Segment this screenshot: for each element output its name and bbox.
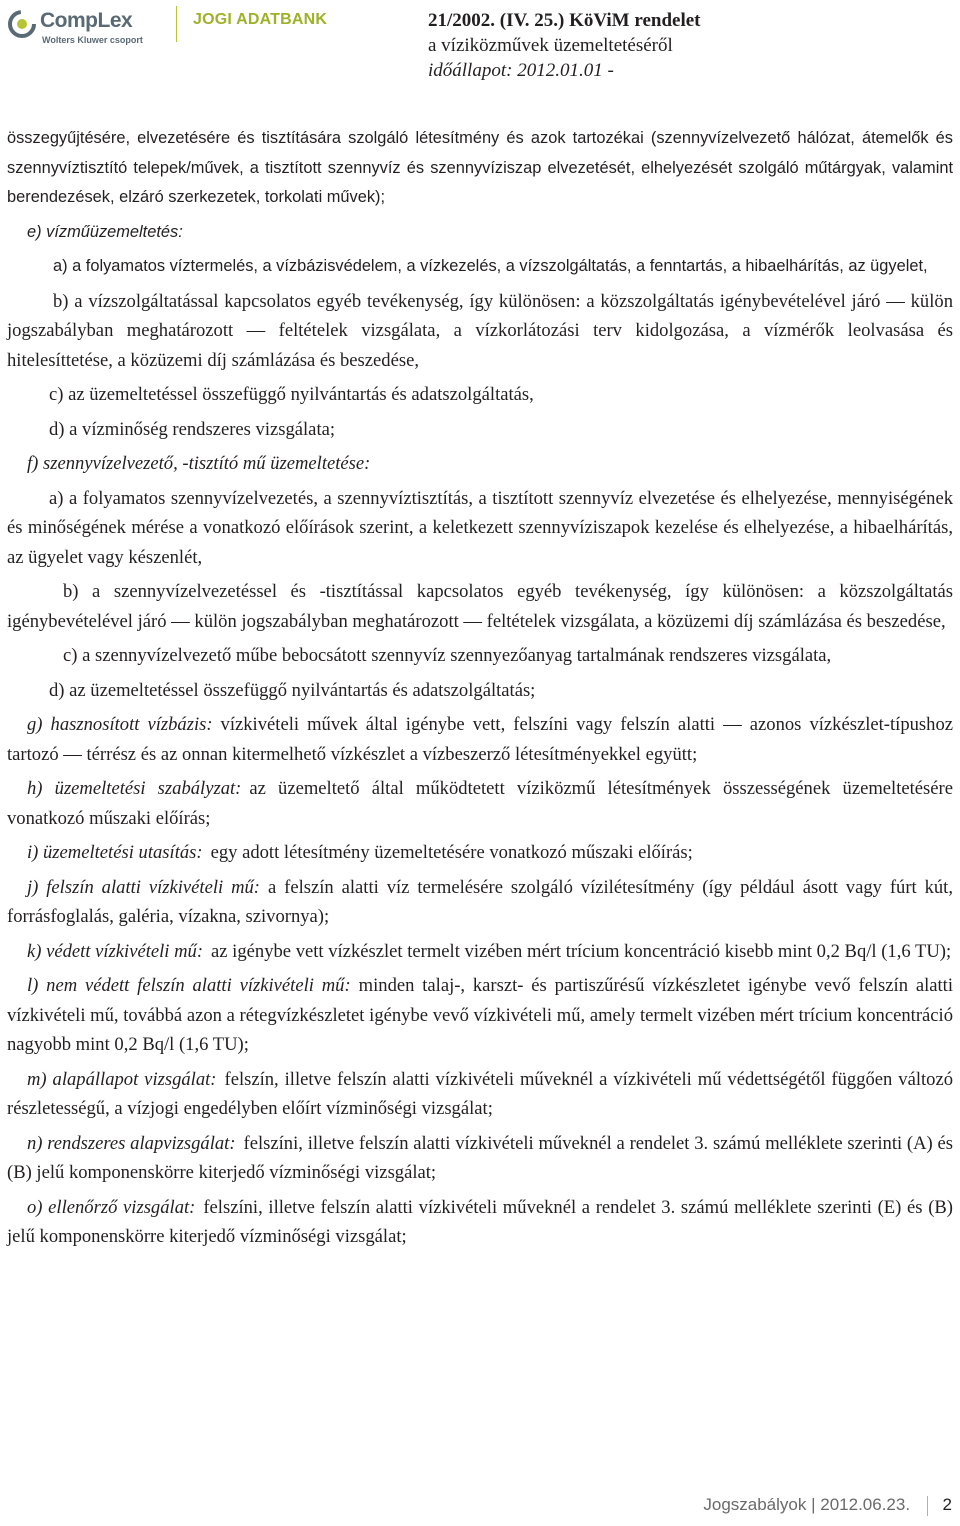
definition-n bbox=[7, 1129, 953, 1188]
list-item-e-b: b) a vízszolgáltatással kapcsolatos egyéb tevékenység, így különösen: a közszolgáltatás igénybevételével járó — külön jogszabályban meghatározott — feltételek vizsgálata, a vízkorlátozási terv kidolgozása, a vízmérők leolvasása és hitelesíttetése, a közüzemi díj számlázása és beszedése, bbox=[7, 290, 953, 371]
document-subject: a víziközművek üzemeltetéséről bbox=[428, 35, 673, 56]
document-body bbox=[7, 124, 953, 1257]
definition-i bbox=[7, 838, 953, 868]
footer-label: Jogszabályok bbox=[703, 1495, 807, 1514]
list-item-e-d: d) a vízminőség rendszeres vizsgálata; bbox=[49, 418, 336, 440]
definition-l bbox=[7, 971, 953, 1060]
list-item-e-c: c) az üzemeltetéssel összefüggő nyilvántartás és adatszolgáltatás, bbox=[49, 384, 534, 405]
definition-text-i: egy adott létesítmény üzemeltetésére vonatkozó műszaki előírás; bbox=[210, 842, 693, 863]
document-reference bbox=[428, 8, 768, 83]
definition-o bbox=[7, 1193, 953, 1252]
document-effective-date: időállapot: 2012.01.01 - bbox=[428, 60, 614, 81]
definition-text-h: az üzemeltető által működtetett víziközmű létesítmények összességének üzemeltetésére vonatkozó műszaki előírás; bbox=[7, 778, 953, 829]
page-number: 2 bbox=[942, 1495, 952, 1514]
definition-text-m: felszín, illetve felszín alatti vízkivételi műveknél a vízkivételi mű védettségétől függően változó részletességű, a vízjogi engedélyben előírt vízminőségi vizsgálat; bbox=[7, 1068, 953, 1119]
definition-text-j: a felszín alatti víz termelésére szolgáló vízilétesítmény (így például ásott vagy fúrt kút, forrásfoglalás, galéria, vízakna, szivornya); bbox=[7, 876, 953, 927]
list-item-f-c: c) a szennyvízelvezető műbe bebocsátott szennyvíz szennyezőanyag tartalmának rendszeres vizsgálata, bbox=[63, 645, 832, 666]
definition-term-o: o) ellenőrző vizsgálat: bbox=[27, 1196, 196, 1218]
complex-logo bbox=[8, 8, 168, 48]
definition-term-h: h) üzemeltetési szabályzat: bbox=[27, 778, 242, 799]
list-item-f-a: a) a folyamatos szennyvízelvezetés, a szennyvíztisztítás, a tisztított szennyvíz elvezetése és elhelyezése, mennyiségének és minőségének mérése a vonatkozó előírások szerint, a keletkezett szennyvíziszapok kezelése és elhelyezése, a hibaelhárítás, az ügyelet vagy készenlét, bbox=[7, 487, 953, 568]
definition-term-i: i) üzemeltetési utasítás: bbox=[27, 842, 203, 863]
definition-text-n: felszíni, illetve felszín alatti vízkivételi műveknél a rendelet 3. számú melléklete szerinti (A) és (B) jelű komponenskörre kiterjedő vízminőségi vizsgálat; bbox=[7, 1132, 953, 1183]
definition-term-f: f) szennyvízelvezető, -tisztító mű üzemeltetése: bbox=[27, 453, 371, 474]
definition-term-n: n) rendszeres alapvizsgálat: bbox=[27, 1132, 236, 1154]
page-footer bbox=[703, 1495, 952, 1516]
complex-logo-icon bbox=[8, 10, 36, 38]
definition-m bbox=[7, 1065, 953, 1124]
list-item-f-d: d) az üzemeltetéssel összefüggő nyilvántartás és adatszolgáltatás; bbox=[49, 679, 536, 701]
complex-logo-subtitle: Wolters Kluwer csoport bbox=[42, 35, 143, 45]
list-item-f-b: b) a szennyvízelvezetéssel és -tisztítással kapcsolatos egyéb tevékenység, így különösen: a közszolgáltatás igénybevételével járó — külön jogszabályban meghatározott — feltételek vizsgálata, a közüzemi díj számlázása és beszedése, bbox=[7, 581, 953, 632]
definition-h bbox=[7, 774, 953, 833]
jogi-adatbank-logo: JOGI ADATBANK bbox=[193, 11, 328, 28]
definition-text-k: az igénybe vett vízkészlet termelt vizében mért trícium koncentráció kisebb mint 0,2 Bq/l (1,6 TU); bbox=[211, 940, 952, 962]
definition-term-j: j) felszín alatti vízkivételi mű: bbox=[27, 876, 260, 898]
definition-term-l: l) nem védett felszín alatti vízkivételi mű: bbox=[27, 975, 351, 996]
paragraph-continuation: összegyűjtésére, elvezetésére és tisztítására szolgáló létesítmény és azok tartozékai (szennyvízelvezető hálózat, átemelők és szennyvíztisztító telepek/művek, a tisztított szennyvíz és szennyvíziszap elvezetését, elhelyezését szolgáló műtárgyak, valamint berendezések, elzáró szerkezetek, torkolati művek); bbox=[7, 129, 953, 206]
footer-divider: | bbox=[811, 1495, 821, 1514]
logo-divider bbox=[176, 6, 177, 42]
definition-g bbox=[7, 710, 953, 769]
definition-term-k: k) védett vízkivételi mű: bbox=[27, 940, 204, 962]
footer-separator bbox=[927, 1496, 928, 1516]
document-title: 21/2002. (IV. 25.) KöViM rendelet bbox=[428, 10, 701, 31]
definition-k bbox=[7, 937, 953, 967]
definition-text-g: vízkivételi művek által igénybe vett, felszíni vagy felszín alatti — azonos vízkészlet-típushoz tartozó — térrész és az onnan kitermelhető vízkészlet a vízbeszerző létesítményekkel együtt; bbox=[7, 714, 953, 765]
footer-date: 2012.06.23. bbox=[820, 1495, 911, 1514]
definition-j bbox=[7, 873, 953, 932]
list-item-e-a: a) a folyamatos víztermelés, a vízbázisvédelem, a vízkezelés, a vízszolgáltatás, a fenntartás, a hibaelhárítás, az ügyelet, bbox=[53, 257, 928, 275]
definition-term-e: e) vízműüzemeltetés: bbox=[27, 222, 183, 241]
complex-logo-name: CompLex bbox=[40, 9, 133, 32]
definition-text-o: felszíni, illetve felszín alatti vízkivételi műveknél a rendelet 3. számú melléklete szerinti (E) és (B) jelű komponenskörre kiterjedő vízminőségi vizsgálat; bbox=[7, 1196, 953, 1247]
definition-term-g: g) hasznosított vízbázis: bbox=[27, 714, 213, 735]
definition-term-m: m) alapállapot vizsgálat: bbox=[27, 1068, 217, 1090]
page-header bbox=[0, 0, 960, 95]
definition-text-l: minden talaj-, karszt- és partiszűrésű vízkészletet igénybe vevő felszín alatti vízkivételi mű, továbbá azon a rétegvízkészletet igénybe vevő vízkivételi mű, amely termelt vizében mért trícium koncentráció nagyobb mint 0,2 Bq/l (1,6 TU); bbox=[7, 975, 953, 1055]
